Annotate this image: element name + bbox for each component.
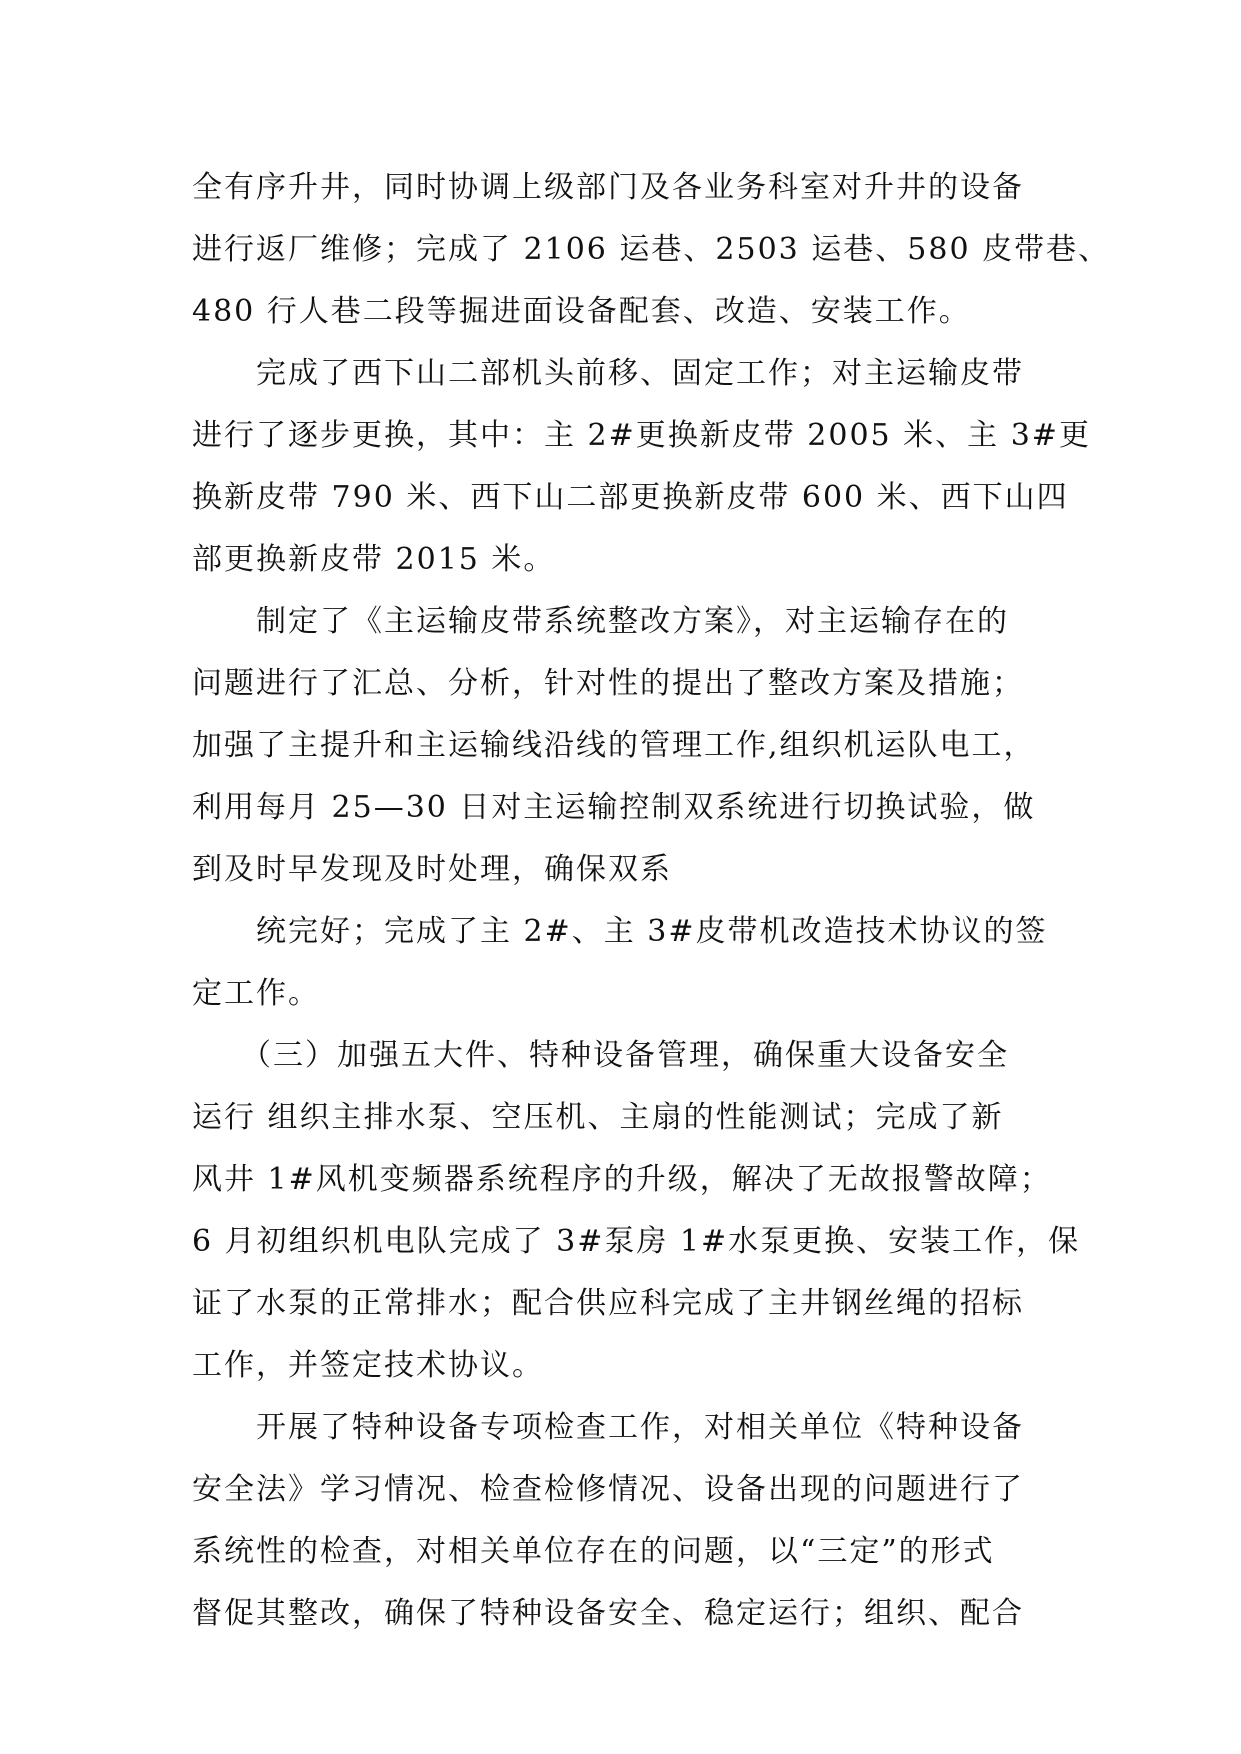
text-line: 运行 组织主排水泵、空压机、主扇的性能测试；完成了新 (192, 1100, 1004, 1135)
text-line: 定工作。 (192, 976, 320, 1011)
text-line: 480 行人巷二段等掘进面设备配套、改造、安装工作。 (192, 294, 971, 329)
text-line: 利用每月 25—30 日对主运输控制双系统进行切换试验，做 (192, 790, 1036, 825)
text-line: 进行返厂维修；完成了 2106 运巷、2503 运巷、580 皮带巷、 (192, 232, 1111, 267)
text-line: 到及时早发现及时处理，确保双系 (192, 852, 672, 887)
text-line: 问题进行了汇总、分析，针对性的提出了整改方案及措施； (192, 666, 1024, 701)
text-line: 统完好；完成了主 2#、主 3#皮带机改造技术协议的签 (192, 914, 1048, 949)
text-line: 证了水泵的正常排水；配合供应科完成了主井钢丝绳的招标 (192, 1286, 1024, 1321)
text-line: 加强了主提升和主运输线沿线的管理工作,组织机运队电工， (192, 728, 1036, 763)
text-line: 安全法》学习情况、检查检修情况、设备出现的问题进行了 (192, 1472, 1024, 1507)
text-line: （三）加强五大件、特种设备管理，确保重大设备安全 (192, 1038, 1009, 1073)
text-line: 风井 1#风机变频器系统程序的升级，解决了无故报警故障； (192, 1162, 1052, 1197)
text-line: 系统性的检查，对相关单位存在的问题，以“三定”的形式 (192, 1534, 995, 1569)
text-line: 工作，并签定技术协议。 (192, 1348, 544, 1383)
text-line: 开展了特种设备专项检查工作，对相关单位《特种设备 (192, 1410, 1024, 1445)
text-line: 进行了逐步更换，其中：主 2#更换新皮带 2005 米、主 3#更 (192, 418, 1091, 453)
text-line: 督促其整改，确保了特种设备安全、稳定运行；组织、配合 (192, 1596, 1024, 1631)
text-line: 6 月初组织机电队完成了 3#泵房 1#水泵更换、安装工作，保 (192, 1224, 1081, 1259)
text-line: 完成了西下山二部机头前移、固定工作；对主运输皮带 (192, 356, 1024, 391)
text-line: 制定了《主运输皮带系统整改方案》，对主运输存在的 (192, 604, 1009, 639)
document-body (192, 157, 1111, 1645)
text-line: 部更换新皮带 2015 米。 (192, 542, 556, 577)
text-line: 全有序升井，同时协调上级部门及各业务科室对升井的设备 (192, 170, 1024, 205)
text-line: 换新皮带 790 米、西下山二部更换新皮带 600 米、西下山四 (192, 480, 1069, 515)
